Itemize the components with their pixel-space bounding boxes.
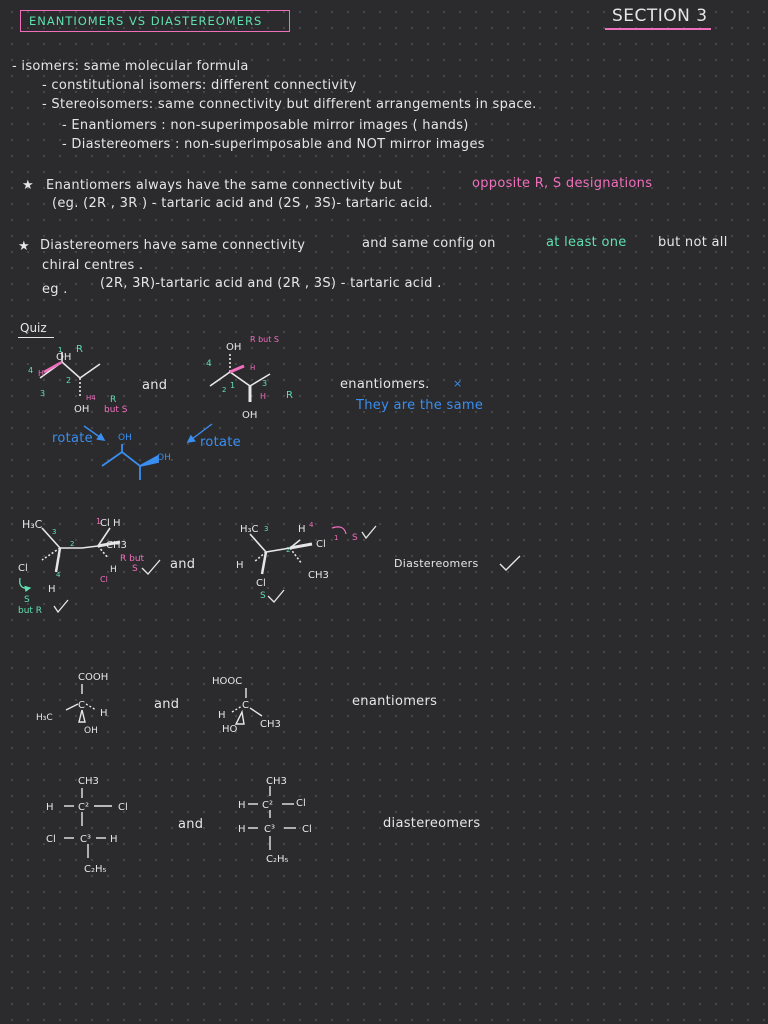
mol6-hooc: HOOC xyxy=(212,676,243,687)
mol3-s2: S xyxy=(24,595,30,605)
mol2-r-but-s: R but S xyxy=(250,335,280,344)
quiz1-and: and xyxy=(142,378,168,393)
mol4-n1: 1 xyxy=(334,534,339,542)
star-bullet-1: ★ xyxy=(22,178,34,193)
wrong-mark: × xyxy=(453,377,463,390)
f1-cl2: Cl xyxy=(46,834,56,845)
mol4-rotation-arrow xyxy=(332,527,346,534)
f1-cl1: Cl xyxy=(118,802,128,813)
star1-highlight: opposite R, S designations xyxy=(472,176,653,191)
mol3-h-top: H xyxy=(113,518,121,529)
f2-c2: C² xyxy=(262,800,273,811)
mol3-h-mid: H xyxy=(110,565,117,575)
f2-h1: H xyxy=(238,800,246,811)
mol2-h: H xyxy=(250,364,256,372)
f2-h2: H xyxy=(238,824,246,835)
rot-oh1: OH xyxy=(118,433,132,443)
page-title: ENANTIOMERS VS DIASTEREOMERS xyxy=(20,10,290,32)
quiz-label: Quiz xyxy=(20,321,47,335)
mol2-n4: 4 xyxy=(206,359,212,369)
mol2-r: R xyxy=(286,390,293,401)
star2-text-a: Diastereomers have same connectivity xyxy=(40,238,306,253)
mol2-n1: 1 xyxy=(230,381,236,390)
star1-example: (eg. (2R , 3R ) - tartaric acid and (2S , 3S)- tartaric acid. xyxy=(52,196,433,211)
f1-h1: H xyxy=(46,802,54,813)
f1-c2: C² xyxy=(78,802,89,813)
mol4-cl: Cl xyxy=(316,539,326,550)
mol1-h4: H4 xyxy=(86,394,96,402)
star2-text-b: and same config on xyxy=(362,236,496,251)
star2-highlight: at least one xyxy=(546,235,627,250)
f2-c3: C³ xyxy=(264,824,275,835)
mol4-check-1 xyxy=(362,526,376,538)
quiz4-and: and xyxy=(178,817,204,832)
mol3-n3: 3 xyxy=(52,528,57,536)
mol6-ch3: CH3 xyxy=(260,719,281,730)
mol3-cl-top: Cl xyxy=(100,518,110,529)
mol2-oh-bottom: OH xyxy=(242,410,258,421)
quiz3-answer: enantiomers xyxy=(352,694,438,709)
mol1-n3: 3 xyxy=(40,389,46,398)
mol1-h: H xyxy=(38,369,45,378)
mol2-wedge-h xyxy=(230,366,244,372)
f2-ch3: CH3 xyxy=(266,776,287,787)
quiz2-answer: Diastereomers xyxy=(394,557,479,570)
fischer-1 xyxy=(64,788,112,858)
f2-c2h5: C₂H₅ xyxy=(266,854,289,865)
mol5-h3c: H₃C xyxy=(36,713,53,723)
star2-eg: eg . xyxy=(42,282,68,297)
mol4-h3c: H₃C xyxy=(240,524,259,535)
f2-cl2: Cl xyxy=(302,824,312,835)
rotate-left-arrow xyxy=(84,426,104,440)
quiz1-answer: enantiomers. xyxy=(340,377,430,392)
mol4-ch3: CH3 xyxy=(308,570,329,581)
star2-text-c: but not all xyxy=(658,235,728,250)
mol3-cl-left: Cl xyxy=(18,563,28,574)
rotate-right-label: rotate xyxy=(200,435,241,450)
mol2-n3: 3 xyxy=(262,379,268,388)
note-enantiomers: - Enantiomers : non-superimposable mirror images ( hands) xyxy=(62,118,469,133)
mol3-n2: 2 xyxy=(70,540,75,548)
mol5-h: H xyxy=(100,708,108,719)
mol4-skeleton xyxy=(250,534,300,552)
mol4-cl-b: Cl xyxy=(256,578,266,589)
note-isomers: - isomers: same molecular formula xyxy=(12,59,249,74)
mol1-n1: 1 xyxy=(58,346,63,354)
mol4-s: S xyxy=(352,533,358,543)
mol1-n4: 4 xyxy=(28,366,34,375)
fischer-2 xyxy=(248,786,296,850)
mol3-h3c: H₃C xyxy=(22,518,43,531)
mol3-h-bottom: H xyxy=(48,584,56,595)
quiz3-and: and xyxy=(154,697,180,712)
star2-text-d: chiral centres . xyxy=(42,258,144,273)
mol3-n4: 4 xyxy=(56,571,61,579)
mol4-h: H xyxy=(236,560,244,571)
mol1-r2: R xyxy=(110,395,117,405)
mol3-cl-mid: Cl xyxy=(100,575,108,584)
mol3-n1: 1 xyxy=(96,517,102,526)
f1-h2: H xyxy=(110,834,118,845)
quiz4-answer: diastereomers xyxy=(383,816,481,831)
note-diastereomers: - Diastereomers : non-superimposable and NOT mirror images xyxy=(62,137,485,152)
mol1-oh-top: OH xyxy=(56,352,72,363)
mol6-ho: HO xyxy=(222,724,238,735)
note-constitutional: - constitutional isomers: different connectivity xyxy=(42,78,357,93)
mol6-c: C xyxy=(242,700,249,711)
f1-c2h5: C₂H₅ xyxy=(84,864,107,875)
mol5-oh: OH xyxy=(84,726,98,736)
mol6-h: H xyxy=(218,710,226,721)
mol1-n2: 2 xyxy=(66,376,72,385)
mol3-but-r: but R xyxy=(18,606,43,616)
mol3-check-1 xyxy=(142,560,160,574)
mol5-c: C xyxy=(78,700,85,711)
star1-text: Enantiomers always have the same connectivity but xyxy=(46,178,402,193)
star2-example: (2R, 3R)-tartaric acid and (2R , 3S) - tartaric acid . xyxy=(100,276,442,291)
mol3-r-but: R but xyxy=(120,554,145,564)
molecule-4 xyxy=(250,534,312,574)
mol4-n2: 2 xyxy=(286,546,291,554)
mol1-but-s: but S xyxy=(104,405,128,415)
rotate-right-arrow xyxy=(188,424,212,442)
f1-ch3: CH3 xyxy=(78,776,99,787)
f2-cl1: Cl xyxy=(296,798,306,809)
mol4-s2: S xyxy=(260,591,266,601)
mol3-check-2 xyxy=(54,600,68,612)
mol4-n4: 4 xyxy=(309,521,314,529)
star-bullet-2: ★ xyxy=(18,239,30,254)
note-stereoisomers: - Stereoisomers: same connectivity but different arrangements in space. xyxy=(42,97,537,112)
section-label: SECTION 3 xyxy=(612,6,708,26)
quiz2-check xyxy=(500,556,520,570)
mol2-skeleton xyxy=(210,372,270,386)
rot-oh2: OH xyxy=(157,453,171,463)
mol4-n3: 3 xyxy=(264,525,269,533)
mol3-ch3: CH3 xyxy=(106,540,127,551)
mol1-wedge xyxy=(44,362,62,372)
mol1-oh-bottom: OH xyxy=(74,404,90,415)
quiz1-correction: They are the same xyxy=(356,398,484,413)
mol2-h2: H xyxy=(260,392,267,401)
mol4-h4: H xyxy=(298,524,306,535)
mol2-n2: 2 xyxy=(222,386,227,394)
mol3-s: S xyxy=(132,564,138,574)
mol5-cooh: COOH xyxy=(78,672,109,683)
rotate-left-label: rotate xyxy=(52,431,93,446)
rotated-molecule xyxy=(102,444,158,480)
quiz2-and: and xyxy=(170,557,196,572)
mol2-oh-top: OH xyxy=(226,342,242,353)
mol3-rotation-arrow xyxy=(20,578,30,588)
f1-c3: C³ xyxy=(80,834,91,845)
mol1-r: R xyxy=(76,344,83,355)
mol4-check-2 xyxy=(268,590,284,602)
